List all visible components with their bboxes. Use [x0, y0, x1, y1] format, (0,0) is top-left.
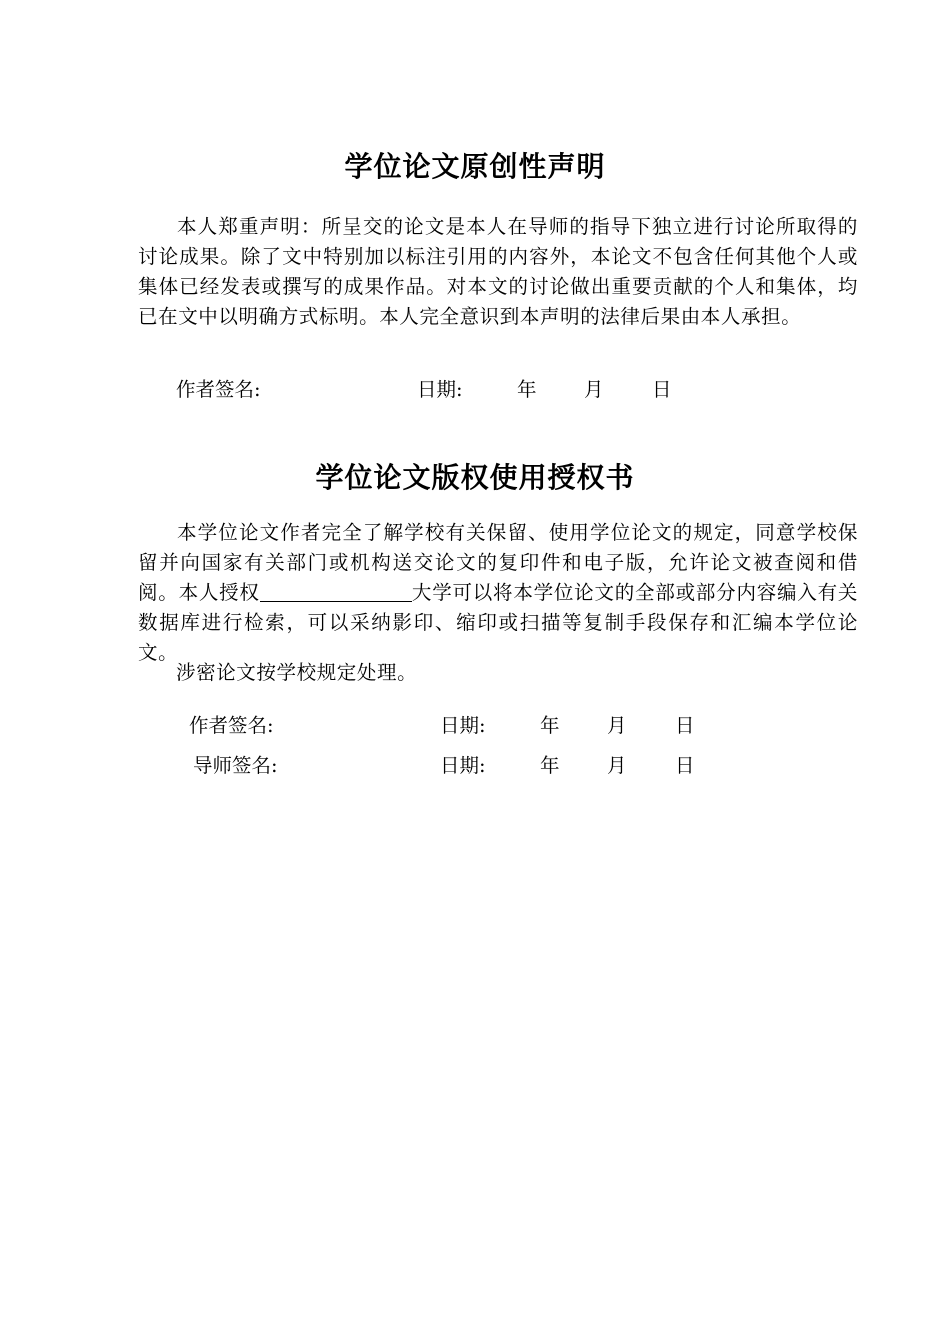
originality-date-label: 日期: [417, 378, 463, 401]
supervisor-date-label: 日期: [440, 754, 486, 777]
originality-day-label: 日 [652, 378, 672, 401]
copyright-author-day-label: 日 [675, 714, 695, 737]
copyright-author-month-label: 月 [607, 714, 627, 737]
copyright-author-signature-label: 作者签名: [189, 714, 274, 737]
originality-year-label: 年 [517, 378, 537, 401]
supervisor-signature-label: 导师签名: [193, 754, 278, 777]
supervisor-month-label: 月 [607, 754, 627, 777]
copyright-body-part2: 大学可以将本学位论文的全部或部分内容编入有关数据库进行检索，可以采纳影印、缩印或扫描等复制手段保存和汇编本学位论文。 [138, 581, 858, 664]
copyright-author-date-label: 日期: [440, 714, 486, 737]
university-name-blank[interactable] [260, 581, 412, 602]
secret-note: 涉密论文按学校规定处理。 [176, 661, 418, 684]
supervisor-year-label: 年 [540, 754, 560, 777]
originality-month-label: 月 [584, 378, 604, 401]
copyright-title: 学位论文版权使用授权书 [315, 461, 635, 494]
copyright-author-year-label: 年 [540, 714, 560, 737]
originality-body: 本人郑重声明：所呈交的论文是本人在导师的指导下独立进行讨论所取得的讨论成果。除了文中特别加以标注引用的内容外，本论文不包含任何其他个人或集体已经发表或撰写的成果作品。对本文的讨论做出重要贡献的个人和集体，均已在文中以明确方式标明。本人完全意识到本声明的法律后果由本人承担。 [138, 215, 858, 328]
supervisor-day-label: 日 [675, 754, 695, 777]
copyright-body [138, 518, 858, 668]
originality-author-signature-label: 作者签名: [176, 378, 261, 401]
originality-title: 学位论文原创性声明 [344, 150, 606, 183]
copyright-body-part1: 本学位论文作者完全了解学校有关保留、使用学位论文的规定，同意学校保留并向国家有关部门或机构送交论文的复印件和电子版，允许论文被查阅和借阅。本人授权 [138, 521, 858, 604]
